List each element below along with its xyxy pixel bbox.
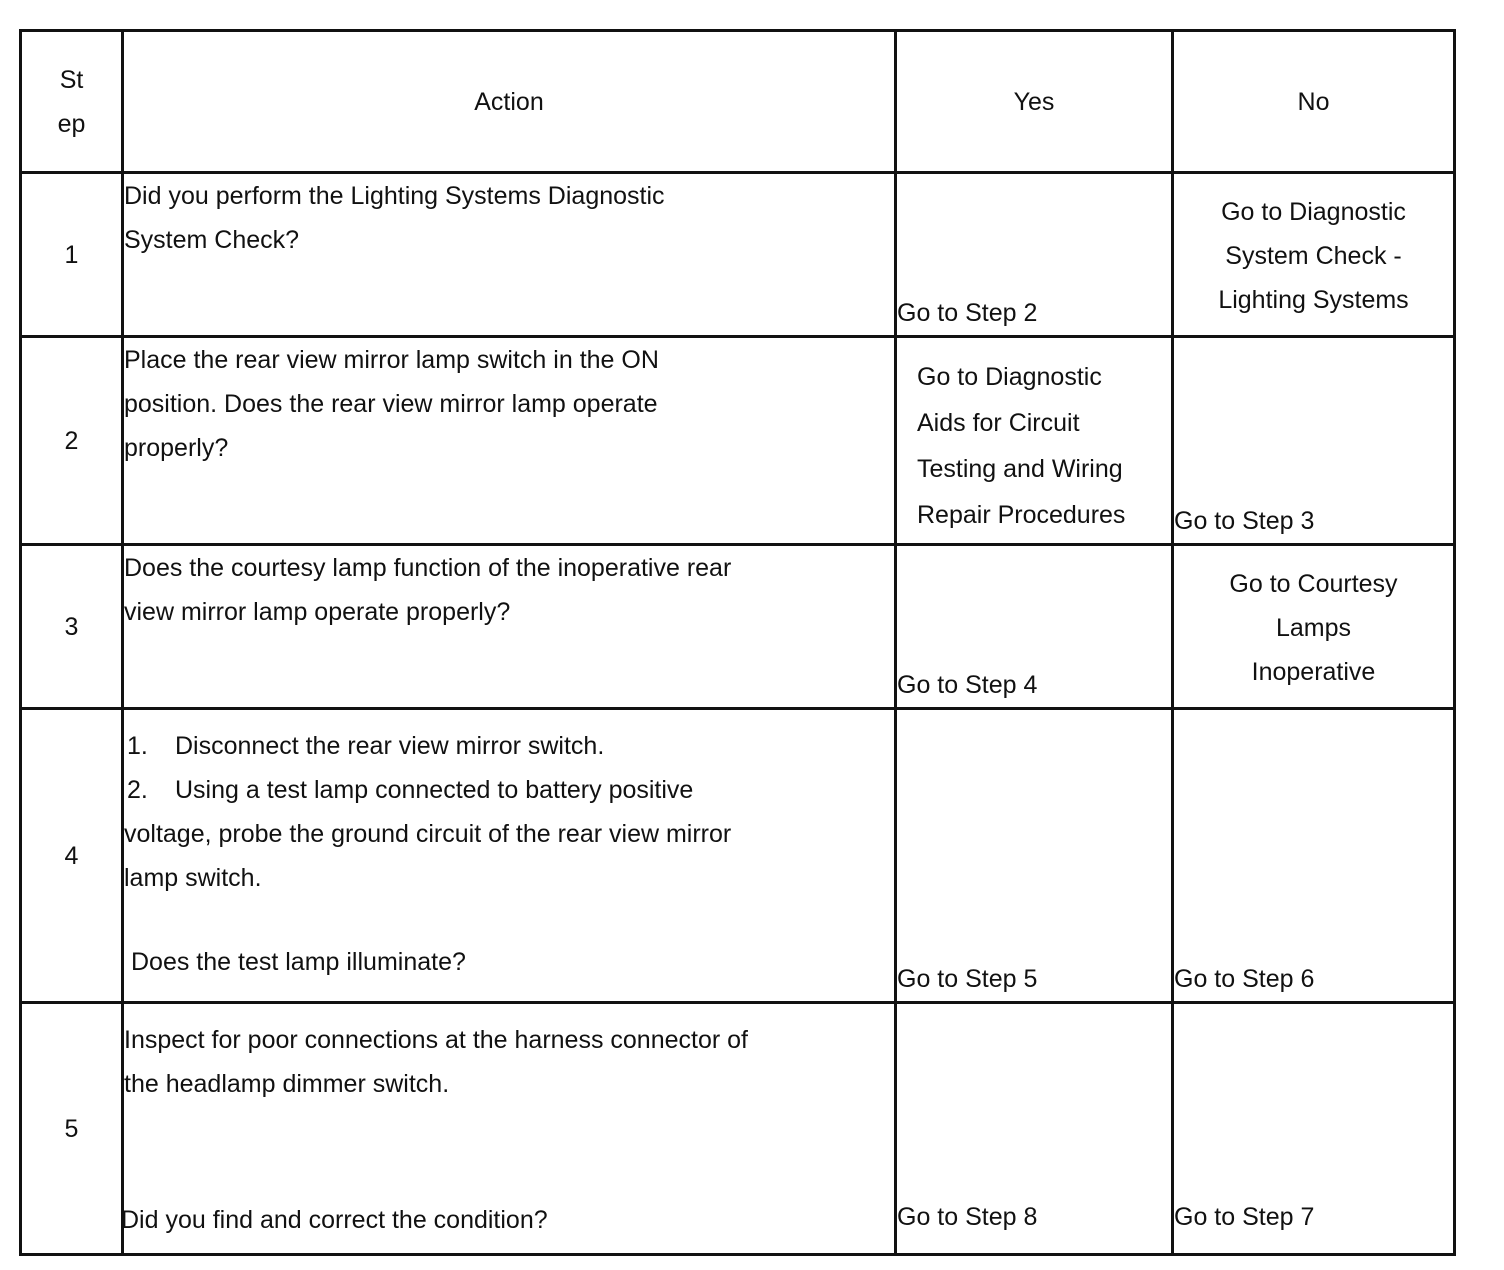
action-cell <box>123 1003 896 1255</box>
list-number: 1. <box>127 732 148 760</box>
yes-line: Repair Procedures <box>917 501 1126 529</box>
yes-line: Testing and Wiring <box>917 455 1123 483</box>
action-line: voltage, probe the ground circuit of the rear view mirror <box>124 820 732 848</box>
action-line: Did you perform the Lighting Systems Diagnostic <box>124 182 665 210</box>
action-cell <box>123 709 896 1003</box>
step-number: 5 <box>21 1003 123 1255</box>
yes-cell <box>896 337 1173 545</box>
action-cell <box>123 337 896 545</box>
action-list-item <box>124 768 894 812</box>
diagnostic-table-container <box>19 29 1453 1253</box>
no-line: Lighting Systems <box>1218 286 1409 314</box>
yes-cell: Go to Step 4 <box>896 545 1173 709</box>
yes-cell: Go to Step 8 <box>896 1003 1173 1255</box>
no-cell: Go to Step 7 <box>1173 1003 1455 1255</box>
action-line: Inspect for poor connections at the harness connector of <box>124 1026 748 1054</box>
no-cell <box>1173 545 1455 709</box>
action-line: System Check? <box>124 226 300 254</box>
no-line: Go to Diagnostic <box>1221 198 1406 226</box>
action-cell <box>123 545 896 709</box>
action-line: the headlamp dimmer switch. <box>124 1070 450 1098</box>
table-row <box>21 545 1455 709</box>
diagnostic-table <box>19 29 1456 1256</box>
list-text: Disconnect the rear view mirror switch. <box>175 732 605 760</box>
table-row <box>21 709 1455 1003</box>
yes-line: Aids for Circuit <box>917 409 1080 437</box>
table-row <box>21 337 1455 545</box>
step-number: 4 <box>21 709 123 1003</box>
no-line: Inoperative <box>1251 658 1376 686</box>
no-cell: Go to Step 6 <box>1173 709 1455 1003</box>
action-line: Place the rear view mirror lamp switch in the ON <box>124 346 659 374</box>
header-row <box>21 31 1455 173</box>
header-no: No <box>1173 31 1455 173</box>
yes-cell: Go to Step 5 <box>896 709 1173 1003</box>
step-number: 1 <box>21 173 123 337</box>
table-row <box>21 173 1455 337</box>
header-step <box>21 31 123 173</box>
action-line: properly? <box>124 434 229 462</box>
step-number: 3 <box>21 545 123 709</box>
list-number: 2. <box>127 776 148 804</box>
header-action: Action <box>123 31 896 173</box>
action-line: lamp switch. <box>124 864 262 892</box>
action-line: view mirror lamp operate properly? <box>124 598 511 626</box>
no-line: System Check - <box>1225 242 1402 270</box>
header-step-label: St ep <box>57 65 86 138</box>
action-question: Does the test lamp illuminate? <box>131 948 466 976</box>
list-text: Using a test lamp connected to battery positive <box>175 776 694 804</box>
action-question: Did you find and correct the condition? <box>121 1206 548 1234</box>
action-list-item <box>124 724 894 768</box>
table-row <box>21 1003 1455 1255</box>
no-line: Go to Courtesy <box>1229 570 1398 598</box>
no-line: Lamps <box>1275 614 1352 642</box>
yes-cell: Go to Step 2 <box>896 173 1173 337</box>
yes-line: Go to Diagnostic <box>917 363 1102 391</box>
step-number: 2 <box>21 337 123 545</box>
action-line: position. Does the rear view mirror lamp operate <box>124 390 658 418</box>
no-cell <box>1173 173 1455 337</box>
no-cell: Go to Step 3 <box>1173 337 1455 545</box>
action-cell <box>123 173 896 337</box>
header-yes: Yes <box>896 31 1173 173</box>
action-line: Does the courtesy lamp function of the inoperative rear <box>124 554 732 582</box>
